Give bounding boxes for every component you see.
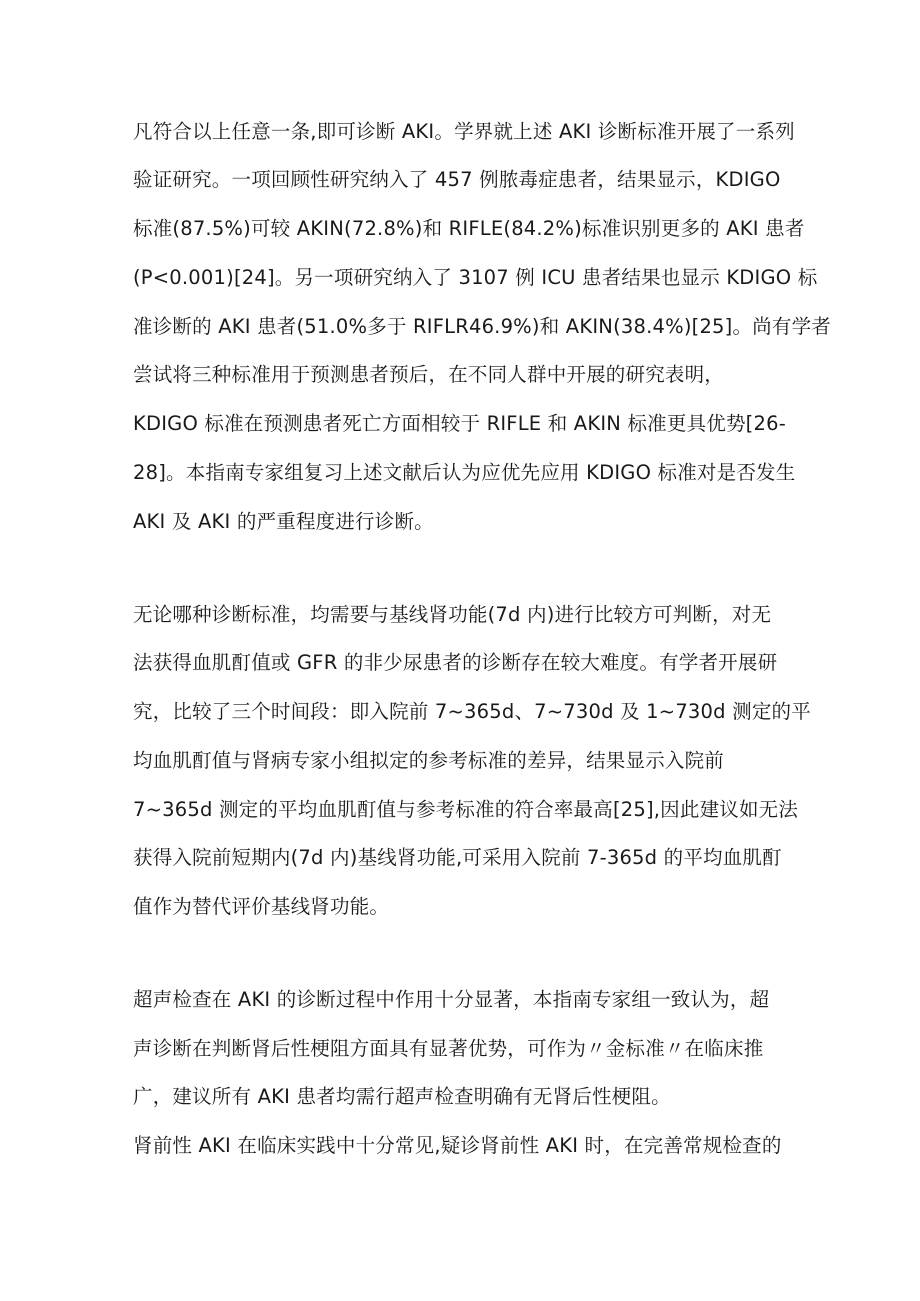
text-line: 尝试将三种标准用于预测患者预后，在不同人群中开展的研究表明， xyxy=(133,363,725,386)
text-line: 法获得血肌酊值或 GFR 的非少尿患者的诊断存在较大难度。有学者开展研 xyxy=(133,651,778,674)
text-line: 无论哪种诊断标准，均需要与基线肾功能(7d 内)进行比较方可判断，对无 xyxy=(133,603,772,626)
text-line: 凡符合以上任意一条,即可诊断 AKI。学界就上述 AKI 诊断标准开展了一系列 xyxy=(133,120,795,143)
text-line: 究，比较了三个时间段：即入院前 7~365d、7~730d 及 1~730d 测定的平 xyxy=(133,700,811,723)
text-line: 广，建议所有 AKI 患者均需行超声检查明确有无肾后性梗阻。 xyxy=(133,1085,671,1108)
text-line: 28]。本指南专家组复习上述文献后认为应优先应用 KDIGO 标准对是否发生 xyxy=(133,461,796,484)
text-line: 获得入院前短期内(7d 内)基线肾功能,可采用入院前 7-365d 的平均血肌酊 xyxy=(133,846,782,869)
text-line: (P<0.001)[24]。另一项研究纳入了 3107 例 ICU 患者结果也显示 KDIGO 标 xyxy=(133,266,818,289)
text-line: 验证研究。一项回顾性研究纳入了 457 例脓毒症患者，结果显示，KDIGO xyxy=(133,168,781,191)
text-line: 值作为替代评价基线肾功能。 xyxy=(133,895,390,918)
text-line: 均血肌酊值与肾病专家小组拟定的参考标准的差异，结果显示入院前 xyxy=(133,749,725,772)
text-line: AKI 及 AKI 的严重程度进行诊断。 xyxy=(133,510,434,533)
text-line: 肾前性 AKI 在临床实践中十分常见,疑诊肾前性 AKI 时，在完善常规检查的 xyxy=(133,1134,782,1157)
text-line: 超声检查在 AKI 的诊断过程中作用十分显著，本指南专家组一致认为，超 xyxy=(133,988,770,1011)
text-line: 准诊断的 AKI 患者(51.0%多于 RIFLR46.9%)和 AKIN(38.4%)[25]。尚有学者 xyxy=(133,315,831,338)
text-line: KDIGO 标准在预测患者死亡方面相较于 RIFLE 和 AKIN 标准更具优势[26- xyxy=(133,412,786,435)
text-line: 7~365d 测定的平均血肌酊值与参考标准的符合率最高[25],因此建议如无法 xyxy=(133,798,799,821)
text-line: 声诊断在判断肾后性梗阻方面具有显著优势，可作为〃金标准〃在临床推 xyxy=(133,1037,764,1060)
text-line: 标准(87.5%)可较 AKIN(72.8%)和 RIFLE(84.2%)标准识别更多的 AKI 患者 xyxy=(133,217,805,240)
